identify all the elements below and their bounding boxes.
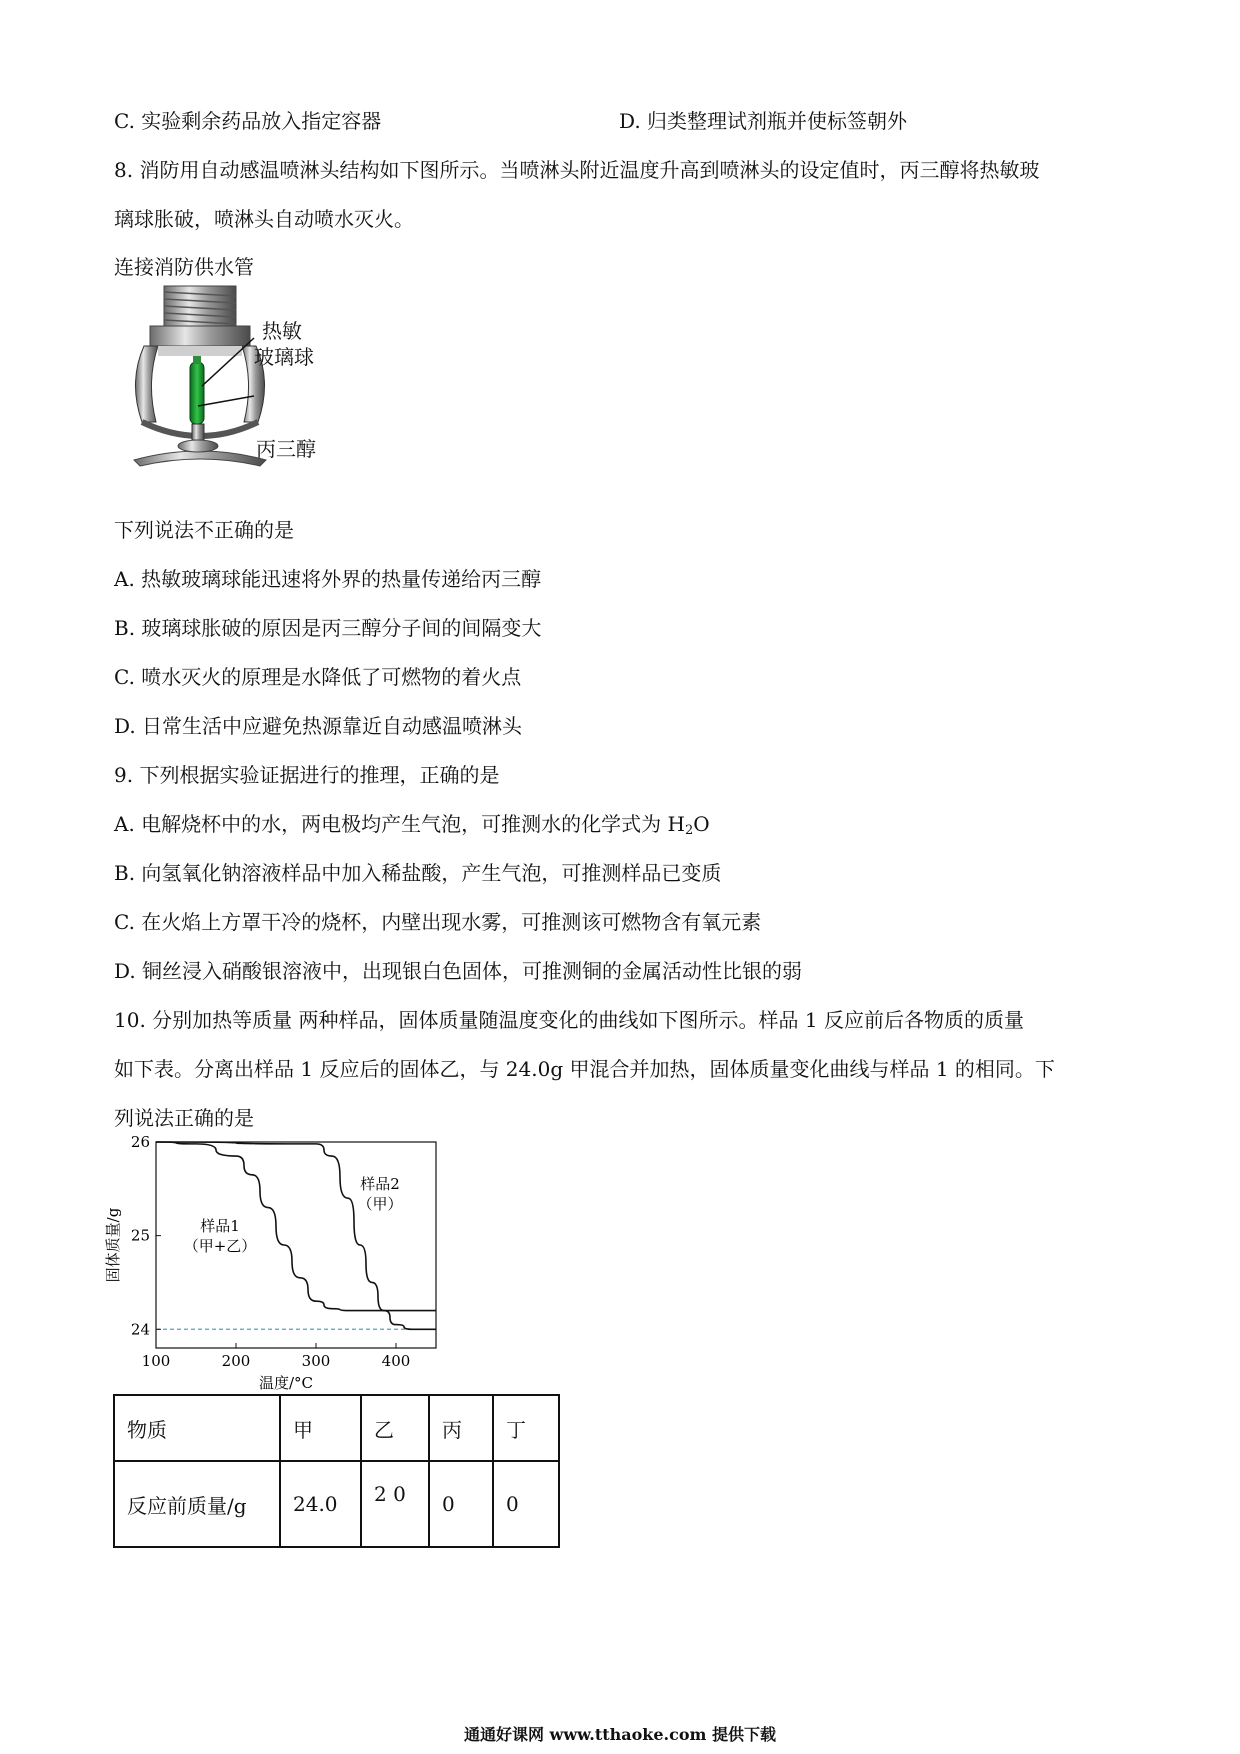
x-tick-label: 400 bbox=[381, 1352, 411, 1370]
x-tick-label: 300 bbox=[301, 1352, 331, 1370]
q9-stem: 9. 下列根据实验证据进行的推理，正确的是 bbox=[114, 763, 500, 787]
label-glass-ball: 玻璃球 bbox=[254, 345, 314, 369]
q10-mass-table bbox=[113, 1394, 560, 1548]
table-cell: 丙 bbox=[429, 1395, 493, 1461]
label-glycerol: 丙三醇 bbox=[256, 437, 316, 461]
table-cell: 0 bbox=[429, 1461, 493, 1547]
table-cell: 24.0 bbox=[280, 1461, 361, 1547]
option-d: D. 归类整理试剂瓶并使标签朝外 bbox=[619, 109, 908, 133]
x-axis-label: 温度/°C bbox=[258, 1374, 314, 1392]
q9-option-c: C. 在火焰上方罩干冷的烧杯，内壁出现水雾，可推测该可燃物含有氧元素 bbox=[114, 910, 762, 934]
series-label-sub-2: （甲） bbox=[357, 1194, 403, 1213]
q8-option-b: B. 玻璃球胀破的原因是丙三醇分子间的间隔变大 bbox=[114, 616, 542, 640]
series-line-1 bbox=[156, 1142, 436, 1311]
table-cell: 物质 bbox=[114, 1395, 280, 1461]
y-tick-label: 24 bbox=[130, 1320, 150, 1339]
q9-option-a-subscript: 2 bbox=[684, 823, 694, 838]
q9-option-a-text: A. 电解烧杯中的水，两电极均产生气泡，可推测水的化学式为 H bbox=[114, 812, 685, 836]
q8-question: 下列说法不正确的是 bbox=[114, 518, 294, 542]
sprinkler-figure bbox=[114, 282, 364, 482]
series-label-sub-1: （甲+乙） bbox=[183, 1236, 257, 1255]
table-cell: 0 bbox=[493, 1461, 559, 1547]
mass-temperature-chart bbox=[106, 1132, 446, 1392]
q8-stem-line1: 8. 消防用自动感温喷淋头结构如下图所示。当喷淋头附近温度升高到喷淋头的设定值时，丙三醇将热敏玻 bbox=[114, 158, 1040, 182]
q9-option-d: D. 铜丝浸入硝酸银溶液中，出现银白色固体，可推测铜的金属活动性比银的弱 bbox=[114, 959, 803, 983]
q8-stem-line2: 璃球胀破，喷淋头自动喷水灭火。 bbox=[114, 207, 414, 231]
label-heat-sensitive: 热敏 bbox=[262, 319, 302, 343]
series-label-2: 样品2 bbox=[360, 1174, 400, 1193]
option-c: C. 实验剩余药品放入指定容器 bbox=[114, 109, 382, 133]
table-cell: 甲 bbox=[280, 1395, 361, 1461]
q8-figure-caption: 连接消防供水管 bbox=[114, 255, 254, 279]
q10-stem-line2: 如下表。分离出样品 1 反应后的固体乙，与 24.0g 甲混合并加热，固体质量变化曲线与样品 1 的相同。下 bbox=[114, 1057, 1055, 1081]
x-tick-label: 100 bbox=[141, 1352, 171, 1370]
q10-stem-line1: 10. 分别加热等质量 两种样品，固体质量随温度变化的曲线如下图所示。样品 1 反应前后各物质的质量 bbox=[114, 1008, 1024, 1032]
y-tick-label: 26 bbox=[130, 1133, 150, 1151]
table-cell: 乙 bbox=[361, 1395, 429, 1461]
table-cell: 2 0 bbox=[361, 1461, 429, 1547]
series-line-2 bbox=[156, 1142, 436, 1329]
q9-option-a bbox=[114, 811, 710, 837]
q8-option-d: D. 日常生活中应避免热源靠近自动感温喷淋头 bbox=[114, 714, 523, 738]
y-axis-label: 固体质量/g bbox=[104, 1207, 122, 1283]
chart-svg bbox=[106, 1132, 446, 1392]
q8-option-c: C. 喷水灭火的原理是水降低了可燃物的着火点 bbox=[114, 665, 522, 689]
table-header-row bbox=[114, 1395, 559, 1461]
q9-option-b: B. 向氢氧化钠溶液样品中加入稀盐酸，产生气泡，可推测样品已变质 bbox=[114, 861, 722, 885]
q8-option-a: A. 热敏玻璃球能迅速将外界的热量传递给丙三醇 bbox=[114, 567, 542, 591]
series-label-1: 样品1 bbox=[200, 1216, 240, 1235]
q9-option-a-suffix: O bbox=[693, 812, 710, 836]
sprinkler-illustration bbox=[114, 282, 364, 482]
table-cell: 丁 bbox=[493, 1395, 559, 1461]
y-tick-label: 25 bbox=[130, 1226, 150, 1245]
table-cell: 反应前质量/g bbox=[114, 1461, 280, 1547]
table-row bbox=[114, 1461, 559, 1547]
q10-stem-line3: 列说法正确的是 bbox=[114, 1106, 254, 1130]
x-tick-label: 200 bbox=[221, 1352, 251, 1370]
page-footer: 通通好课网 www.tthaoke.com 提供下载 bbox=[463, 1725, 777, 1744]
prev-question-options bbox=[114, 108, 1124, 134]
